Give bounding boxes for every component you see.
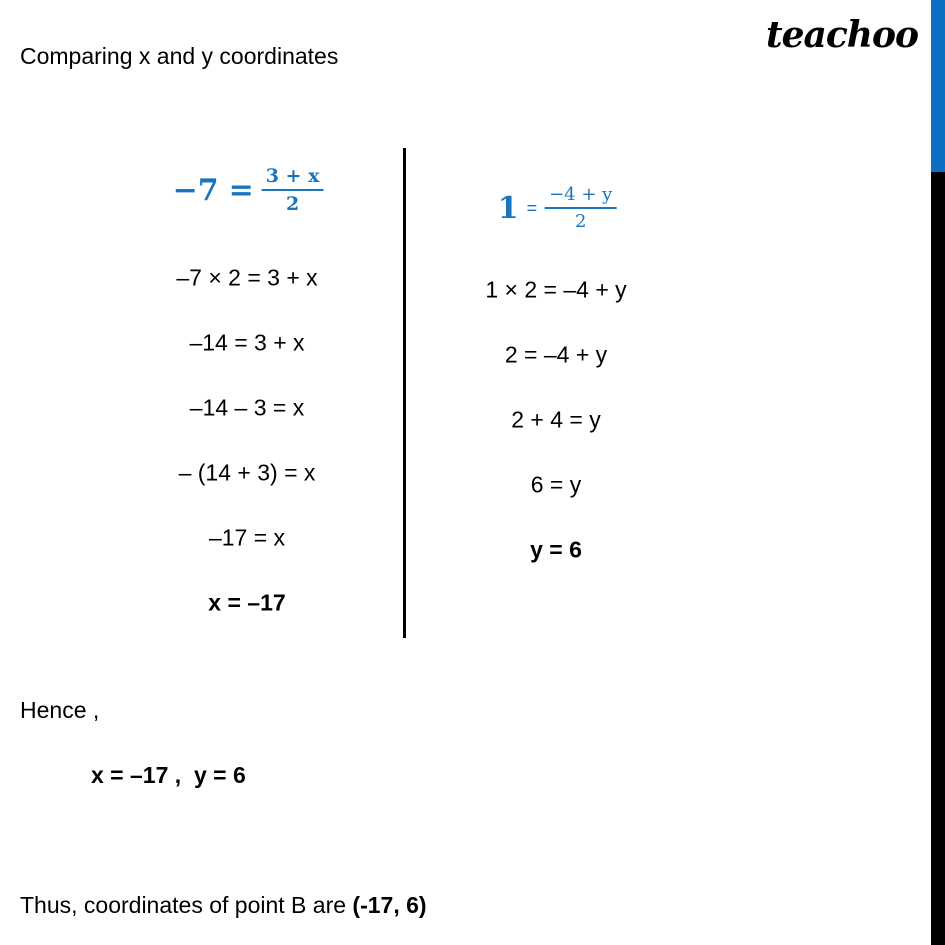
right-numerator: −4 + y <box>545 184 616 209</box>
right-step: 2 + 4 = y <box>511 406 601 433</box>
summary: x = –17 , y = 6 <box>91 762 246 788</box>
conclusion <box>20 892 427 919</box>
conclusion-text: Thus, coordinates of point B are <box>20 892 353 918</box>
left-equation <box>173 165 324 215</box>
right-result: y = 6 <box>530 536 582 563</box>
left-step: –7 × 2 = 3 + x <box>176 264 318 291</box>
teachoo-logo: teachoo <box>766 14 918 56</box>
hence-label: Hence , <box>20 697 100 723</box>
right-step: 6 = y <box>530 471 582 498</box>
right-eq: = <box>526 197 538 218</box>
heading: Comparing x and y coordinates <box>20 43 339 69</box>
right-denominator: 2 <box>574 211 587 232</box>
left-step: –17 = x <box>208 524 286 551</box>
conclusion-answer: (-17, 6) <box>352 892 427 918</box>
left-step: – (14 + 3) = x <box>178 459 316 486</box>
right-lhs: 1 <box>497 190 519 226</box>
left-eq: = <box>228 172 254 208</box>
left-lhs: −7 <box>172 172 219 208</box>
left-result: x = –17 <box>208 589 286 616</box>
column-divider <box>403 148 406 638</box>
side-bar <box>931 172 945 945</box>
right-step: 2 = –4 + y <box>504 341 608 368</box>
left-step: –14 = 3 + x <box>189 329 305 356</box>
left-step: –14 – 3 = x <box>189 394 305 421</box>
right-step: 1 × 2 = –4 + y <box>485 276 627 303</box>
left-denominator: 2 <box>285 193 300 215</box>
left-numerator: 3 + x <box>262 165 324 191</box>
right-equation <box>498 184 617 232</box>
side-bar-accent <box>931 0 945 172</box>
